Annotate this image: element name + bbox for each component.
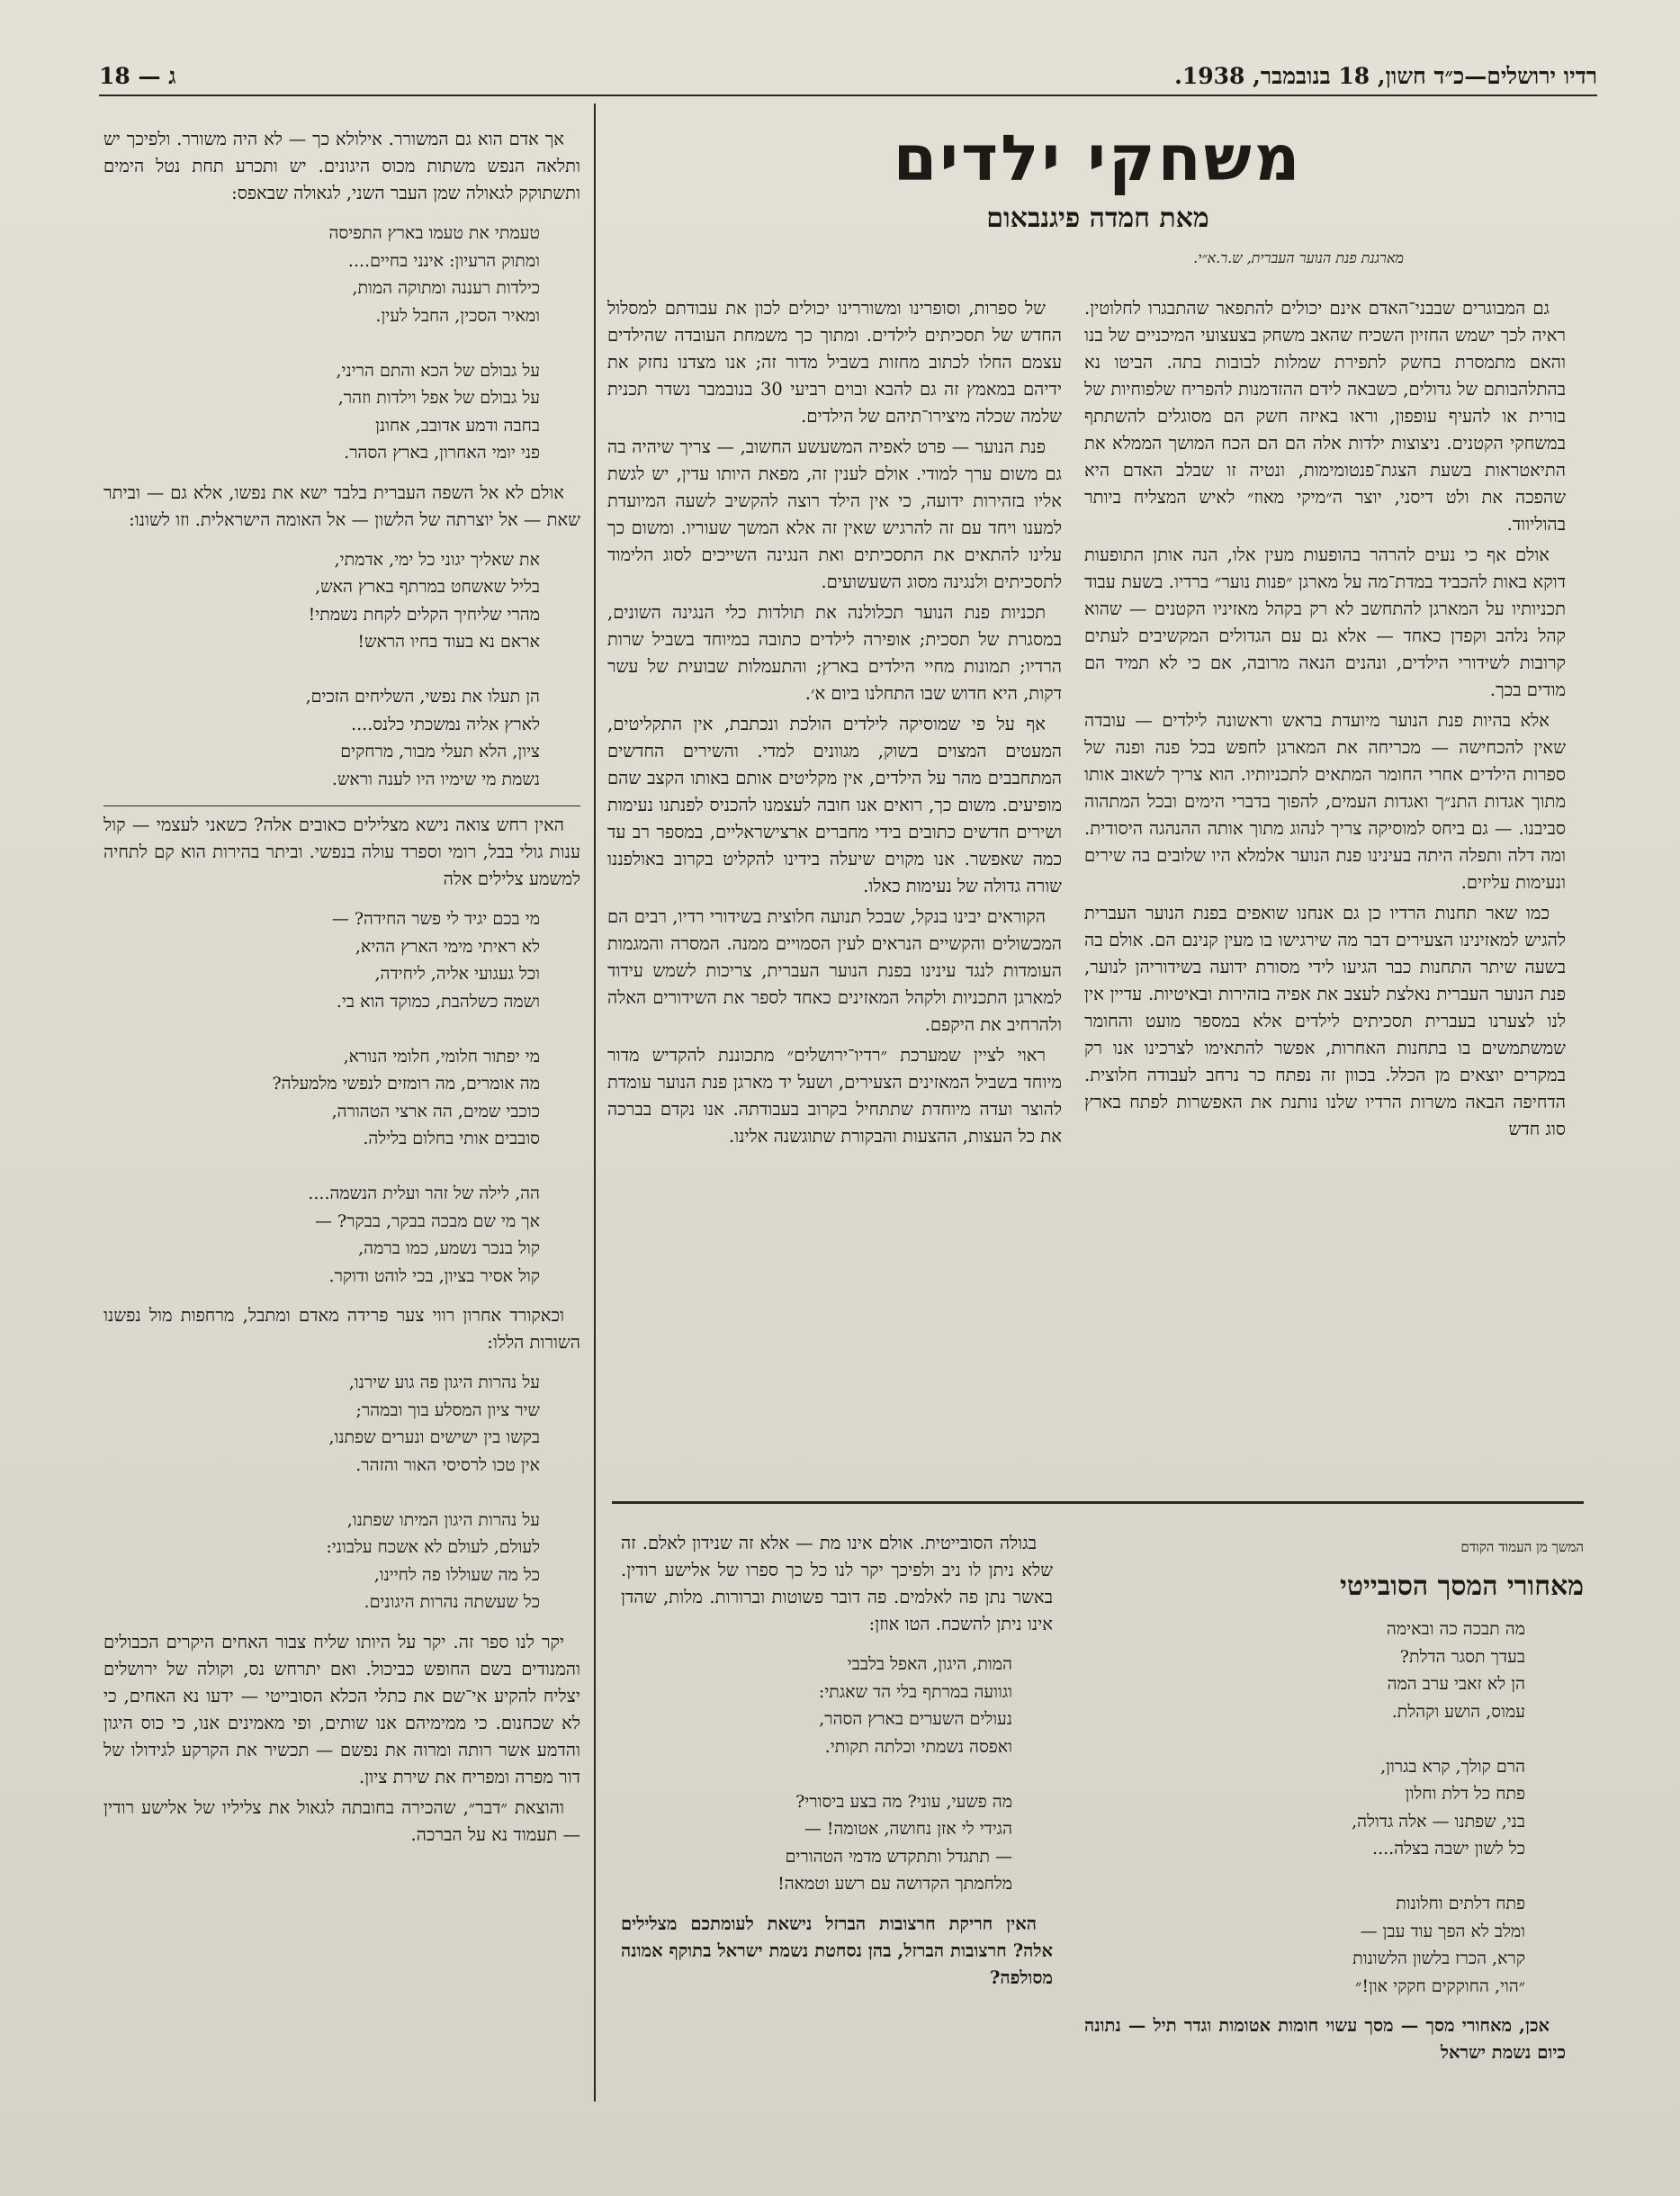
article-column-middle <box>607 295 1062 1465</box>
continuation-column-left <box>103 126 580 2106</box>
poem-line <box>1084 1863 1525 1891</box>
poem-line: קול אסיר בציון, בכי לוהט ודוקר. <box>328 1265 540 1286</box>
poem-line <box>1084 1725 1525 1753</box>
poem-line: טעמתי את טעמו בארץ התפיסה <box>328 223 540 243</box>
poem-line: בליל שאשחט במרתף בארץ האש, <box>315 577 540 597</box>
paragraph: יקר לנו ספר זה. יקר על היותו שליח צבור האחים היקרים הכבולים והמנודים בשם החופש כביכול. ואם יתרחש נס, וקולה של ירושלים יצליח להקיע אי־שם את כתלי הכלא הסובייטי — ידעו נא האחים, כי לא שכחנום. כי ממימיהם אנו שותים, ופי מאמינים אנו, כי כוס היגון והדמע אשר רותה ומרוה את נפשם — תכשיר את הקרקע לגידולו של דור מפרה ומפריח את שירת ציון. <box>103 1631 580 1787</box>
poem-line: מלחמתך הקדושה עם רשע וטמאה! <box>777 1874 1012 1894</box>
poem-line: — תתגדל ותתקדש מדמי הטהורים <box>785 1846 1012 1867</box>
poem-line: מה אומרים, מה רומזים לנפשי מלמעלה? <box>272 1074 540 1094</box>
poem-line: על נהרות היגון פה גוע שירנו, <box>348 1372 540 1392</box>
poem-line <box>103 656 540 684</box>
poem-line: כל לשון ישבה בצלה.... <box>1372 1839 1525 1858</box>
page-header <box>99 52 1597 97</box>
poem-line: הה, לילה של זהר ועלית הנשמה.... <box>308 1184 540 1203</box>
paragraph: גם המבוגרים שבבני־האדם אינם יכולים להתפאר שהתבגרו לחלוטין. ראיה לכך ישמש החזיון השכיח שהאב משחק בצעצועי המיכניים של בנו והאם מתמסרת בחשק לתפירת שמלות לבובות בתה. הביטו נא בהתלהבותם של גדולים, כשבאה לידם ההזדמנות להפריח שלפוחיות של בורית או להעיף עופפון, וראו באיזה חשק הם מסוגלים להשתתף במשחקי הקטנים. ניצוצות ילדות אלה הם הם הכח המושך הממלא את התיאטראות בשעת הצגת־פנטומימות, ונטיה זו שבלב האדם היא שהפכה את ולט דיסני, יוצר ה״מיקי מאוז״ לאיש המצליח ביותר בהוליווד. <box>1084 298 1566 535</box>
poem-stanza <box>621 1651 1012 1898</box>
paragraph: אך אדם הוא גם המשורר. אילולא כך — לא היה משורר. ולפיכך יש ותלאה הנפש משתות מכוס היגונים. יש ותכרע תחת נטל הימים ותשתוקק לגאולה שמן העבר השני, לגאולה שבאפס: <box>103 129 580 203</box>
poem-line <box>103 1153 540 1181</box>
poem-line: קרא, הכרז בלשון הלשונות <box>1352 1948 1525 1968</box>
poem-line: מה פשעי, עוני? מה בצע ביסורי? <box>795 1791 1012 1812</box>
poem-line: נעולים השערים בארץ הסהר, <box>819 1709 1012 1729</box>
section-title: מאחורי המסך הסובייטי <box>1340 1570 1584 1602</box>
section-divider <box>612 1501 1584 1504</box>
poem-line: אין טכו לרסיסי האור והזהר. <box>355 1454 540 1475</box>
bottom-right-column <box>1084 1616 1566 2120</box>
poem-line: ומאיר הסכין, החבל לעין. <box>375 305 540 326</box>
poem-stanza <box>103 546 540 794</box>
paragraph: וכאקורד אחרון רווי צער פרידה מאדם ומתבל, מרחפות מול נפשנו השורות הללו: <box>103 1305 580 1353</box>
poem-line <box>103 329 540 357</box>
poem-line: פני יומי האחרון, בארץ הסהר. <box>344 443 540 463</box>
poem-line: מי יפתור חלומי, חלומי הנורא, <box>343 1046 540 1066</box>
poem-line: מה תבכה כה ובאימה <box>1386 1619 1525 1639</box>
poem-line: פתח כל דלת וחלון <box>1405 1784 1525 1804</box>
paragraph: אולם לא אל השפה העברית בלבד ישא את נפשו, אלא גם — וביתר שאת — אל יוצרתה של הלשון — אל האומה הישראלית. וזו לשונו: <box>103 482 580 530</box>
poem-line: ואפסה נשמתי וכלתה תקותי. <box>824 1736 1012 1757</box>
poem-line: כילדות רעננה ומתוקה המות, <box>352 278 540 298</box>
poem-line: את שאליך יגוני כל ימי, אדמתי, <box>334 549 540 570</box>
paragraph: בגולה הסובייטית. אולם אינו מת — אלא זה שנידון לאלם. זה שלא ניתן לו ניב ולפיכך יקר לנו כל כך ספרו של אלישע רודין. באשר נתן פה לאלמים. פה דובר פשוטות וברורות. מלות, שהדן אינו ניתן להשכח. הטו אוזן: <box>621 1533 1053 1634</box>
poem-line: ציון, הלא תעלי מבור, מרחקים <box>340 742 540 761</box>
paragraph: אולם אף כי נעים להרהר בהופעות מעין אלו, הנה אותן התופעות דוקא באות להכביד במדת־מה על מארגן ״פנות נוער״ ברדיו. בשעת עבוד תכניותיו על המארגן להתחשב לא רק בקהל מאזיניו הקטנים — שהוא קהל נלהב וקפדן כאחד — אלא גם עם הגדולים המקשיבים לעתים קרובות לשידורי הילדים, ונהנים הנאה מרובה, אם כי לא תמיד הם מודים בכך. <box>1084 544 1566 700</box>
paragraph: אלא בהיות פנת הנוער מיועדת בראש וראשונה לילדים — עובדה שאין להכחישה — מכריחה את המארגן לחפש בכל פנה ופנה של ספרות הילדים אחרי החומר המתאים לתכניותיו. הוא צריך לשאוב אותו מתוך אגדות התנ״ך ואגדות העמים, להפוך בדברי הימים ובכל המתהוה סביבנו. — גם ביחס למוסיקה צריך לנהוג מתוך אותה ההנהגה היסודית. ומה דלה ותפלה היתה בעינינו פנת הנוער אלמלא היו שלובים בה שירים ונעימות עליזים. <box>1084 710 1566 893</box>
paragraph: אכן, מאחורי מסך — מסך עשוי חומות אטומות וגדר תיל — נתונה כיום נשמת ישראל <box>1084 2015 1566 2063</box>
poem-line: בעדך תסגר הדלת? <box>1399 1646 1525 1667</box>
poem-line: המות, היגון, האפל בלבבי <box>847 1654 1012 1674</box>
poem-line: לארץ אליה נמשכתי כלנס.... <box>351 714 540 734</box>
poem-line: עמוס, הושע וקהלת. <box>1391 1701 1525 1722</box>
poem-line: וכל געגועי אליה, ליחידה, <box>374 964 540 984</box>
poem-stanza <box>103 220 540 467</box>
poem-line: על גבולם של הכא והתם הריני, <box>336 360 540 381</box>
poem-line: על נהרות היגון המיתו שפתנו, <box>346 1509 540 1530</box>
poem-stanza <box>103 905 540 1290</box>
bottom-middle-column <box>621 1530 1053 2106</box>
poem-line: הגידי לי אזן נחושה, אטומה! — <box>804 1819 1012 1839</box>
poem-line: מהרי שליחיך הקלים לקחת נשמתי! <box>308 604 540 625</box>
poem-line: ומלב לא הפך עוד עבן — <box>1360 1921 1525 1941</box>
poem-line: כל מה שעוללו פה לחיינו, <box>373 1564 540 1585</box>
poem-line: כל שעשתה נהרות היגונים. <box>364 1592 540 1612</box>
paragraph: אף על פי שמוסיקה לילדים הולכת ונכתבת, אין התקליטים, המעטים המצוים בשוק, מגוונים למדי. והשירים החדשים המתחבבים מהר על הילדים, אין מקליטים אותם באותו הקצב שהם מופיעים. משום כך, רואים אנו חובה לעצמנו להכניס לפנתנו נעימות ושירים חדשים כתובים בידי מחברים ארצישראליים, במספר רב עד כמה שאפשר. אנו מקוים שיעלה בידינו להקליט בקרוב באולפננו שורה גדולה של נעימות כאלו. <box>607 714 1062 896</box>
poem-line: הן תעלו את נפשי, השליחים הזכים, <box>305 687 540 706</box>
poem-line <box>621 1760 1012 1788</box>
paragraph: פנת הנוער — פרט לאפיה המשעשע החשוב, — צריך שיהיה בה גם משום ערך למודי. אולם לענין זה, מפאת היותו עדין, יש לגשת אליו בזהירות ידועה, כי אין הילד רוצה להקשיב לשעה המיועדת למענו ויחד עם זה להרגיש שאין זה אלא המשך שעוריו. ומשום כך עלינו להתאים את התסכיתים ואת הנגינה השייכים לסוג הלימוד לתסכיתים ולנגינה מסוג השעשועים. <box>607 436 1062 592</box>
poem-line: הן לא זאבי ערב המה <box>1387 1674 1525 1694</box>
paragraph: ראוי לציין שמערכת ״רדיו־ירושלים״ מתכוננת להקדיש מדור מיוחד בשביל המאזינים הצעירים, ושעל יד מארגן פנת הנוער עומדת להוצר ועדה מיוחדת שתתחיל בקרוב בעבודתה. אנו נקדם בברכה את כל העצות, ההצעות והבקורת שתוגשנה אלינו. <box>607 1045 1062 1147</box>
poem-line: נשמת מי שימיו היו לענה וראש. <box>331 769 540 789</box>
poem-line: ״הוי, החוקקים חקקי און!״ <box>1355 1976 1525 1996</box>
paragraph: האין רחש צואה נישא מצלילים כאובים אלה? כשאני לעצמי — קול ענות גולי בבל, רומי וספרד עולה בנפשי. וביתר בהירות הוא קם לתחיה למשמע צלילים אלה <box>103 814 580 889</box>
poem-line: ומתוק הרעיון: אינני בחיים.... <box>347 250 540 271</box>
poem-line: ושמה כשלהבת, כמוקד הוא בי. <box>336 991 540 1012</box>
header-rule <box>99 94 1597 96</box>
poem-line: מי בכם יגיד לי פשר החידה? — <box>331 909 540 929</box>
poem-line: לא ראיתי מימי הארץ ההיא, <box>355 936 540 957</box>
page-number: ג — 18 <box>99 63 176 89</box>
paragraph: האין חריקת חרצובות הברזל נישאת לעומתכם מצלילים אלה? חרצובות הברזל, בהן נסחטת נשמת ישראל בתוקף אמונה מסולפה? <box>621 1912 1053 1988</box>
poem-line: בחבה ודמע אדובב, אחונן <box>375 415 540 436</box>
poem-line: על גבולם של אפל וילדות וזהר, <box>337 388 540 408</box>
article-byline: מאת חמדה פיגנבאום <box>986 202 1209 234</box>
paragraph: של ספרות, וסופרינו ומשוררינו יכולים לכון את עבודתם למסלול החדש של תסכיתים לילדים. ומתוך כך משמחת העובדה שהילדים עצמם החלו לכתוב מחזות בשביל מדור זה; אנו מצדנו נחזק את ידיהם במאמץ זה גם להבא ובוים רביעי 30 בנובמבר נשדר תכנית שלמה שכלה מיצירו־תיהם של הילדים. <box>607 298 1062 427</box>
poem-line: פתח דלתים וחלונות <box>1396 1894 1525 1913</box>
poem-line: כוכבי שמים, הה ארצי הטהורה, <box>331 1101 540 1121</box>
article-title: משחקי ילדים <box>893 122 1303 195</box>
poem-stanza <box>103 1369 540 1616</box>
poem-line <box>103 1479 540 1507</box>
poem-stanza <box>1084 1616 1525 2000</box>
paragraph: כמו שאר תחנות הרדיו כן גם אנחנו שואפים בפנת הנוער העברית להגיש למאזינינו הצעירים דבר מה שירגישו בו מעין קנינם הם. אולם בה בשעה שיתר התחנות כבר הגיעו לידי מסורת ידועה בשידוריהן לנוער, פנת הנוער העברית נאלצת לעצב את אפיה בזהירות ובאיטיות. עדיין אין לנו לצערנו בעברית תסכיתים לילדים אלא במספר מועט והחומר שמשתמשים בו בתחנות האחרות, אפשר להתאימו לצרכינו אנו רק במקרים יוצאים מן הכלל. בכוון זה נפתח כר נרחב לעבודה חלוצית. הדחיפה הבאה משרות הרדיו שלנו נותנת את האפשרות לפתח בארץ סוג חדש <box>1084 903 1566 1139</box>
poem-line: הרם קולך, קרא בגרון, <box>1380 1756 1525 1777</box>
author-affiliation: מארגנת פנת הנוער העברית, ש.ר.א״י. <box>1193 249 1404 266</box>
poem-line: שיר ציון המסלע בוך ובמהר; <box>355 1400 540 1420</box>
running-title: רדיו ירושלים—כ״ד חשון, 18 בנובמבר, 1938. <box>1174 63 1597 89</box>
poem-line: וגוועה במרתף בלי הד שאגתי: <box>818 1681 1012 1702</box>
paragraph: הקוראים יבינו בנקל, שבכל תנועה חלוצית בשידורי רדיו, רבים הם המכשולים והקשיים הנראים לעין הסמויים ממנה. המסרה והמגמות העומדות לנגד עינינו בפנת הנוער העברית, צריכות לשמש עידוד למארגן התכניות ולקהל המאזינים כאחד לספר את השידורים האלה ולהרחיב את היקפם. <box>607 906 1062 1035</box>
column-divider <box>594 104 596 2102</box>
poem-line: לעולם, לעולם לא אשכח עלבוני: <box>326 1537 540 1557</box>
poem-line: אראם נא בעוד בחיו הראש! <box>357 632 540 652</box>
continued-note: המשך מן העמוד הקודם <box>1460 1539 1584 1555</box>
article-column-right <box>1084 295 1566 1465</box>
poem-line: בני, שפתנו — אלה גדולה, <box>1352 1811 1525 1832</box>
poem-line: אך מי שם מבכה בבקר, בבקר? — <box>314 1210 540 1231</box>
poem-line: בקשו בין ישישים ונערים שפתנו, <box>328 1427 540 1447</box>
poem-line <box>103 1015 540 1043</box>
paragraph: והוצאת ״דבר״, שהכירה בחובתה לגאול את צליליו של אלישע רודין — תעמוד נא על הברכה. <box>103 1796 580 1845</box>
poem-line: קול בנכר נשמע, כמו ברמה, <box>358 1238 540 1258</box>
poem-line: סובבים אותי בחלום בלילה. <box>363 1129 540 1148</box>
paragraph: תכניות פנת הנוער תכלולנה את תולדות כלי הנגינה השונים, במסגרת של תסכית; אופירה לילדים כתובה במיוחד בשביל שרות הרדיו; תמונות מחיי הילדים בארץ; והתעמלות שבועית של עשר דקות, היא חדוש שבו התחלנו ביום א׳. <box>607 602 1062 704</box>
